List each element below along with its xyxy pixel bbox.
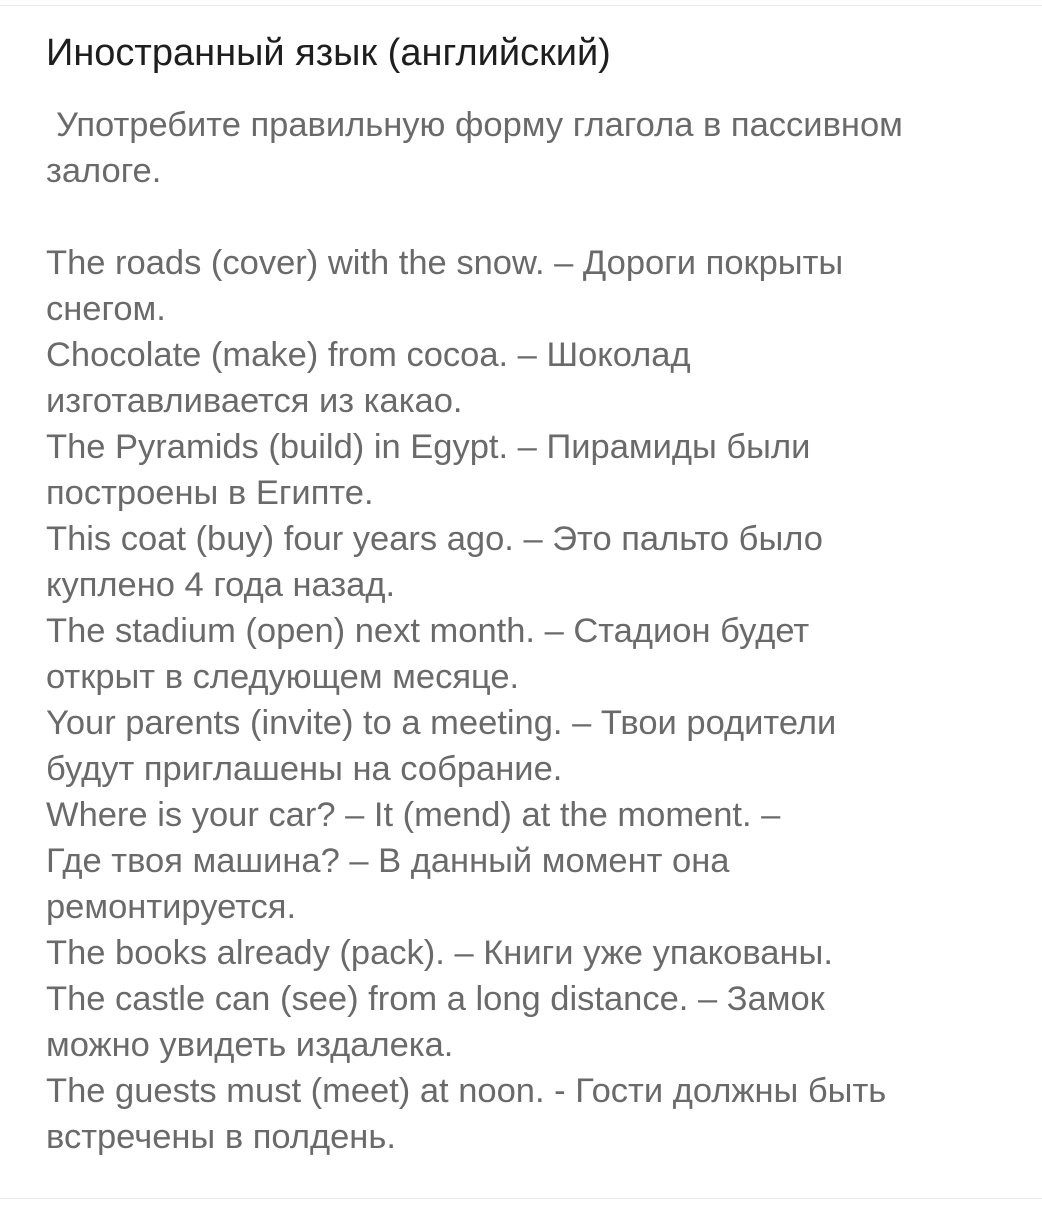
exercise-line: The castle can (see) from a long distance. – Замок (46, 980, 825, 1018)
exercise-line: Your parents (invite) to a meeting. – Твои родители (46, 704, 837, 742)
exercise-line: можно увидеть издалека. (46, 1026, 454, 1064)
subject-title: Иностранный язык (английский) (46, 32, 611, 74)
exercise-line: построены в Египте. (46, 474, 374, 512)
instruction-line: залоге. (46, 152, 162, 190)
exercise-line: ремонтируется. (46, 888, 297, 926)
question-card (0, 5, 1042, 1199)
exercise-line: открыт в следующем месяце. (46, 658, 520, 696)
exercise-line: Where is your car? – It (mend) at the moment. – (46, 796, 781, 834)
exercise-line: This coat (buy) four years ago. – Это пальто было (46, 520, 823, 558)
exercise-line: The Pyramids (build) in Egypt. – Пирамиды были (46, 428, 811, 466)
exercise-line: встречены в полдень. (46, 1118, 396, 1156)
exercise-line: The roads (cover) with the snow. – Дороги покрыты (46, 244, 844, 282)
instruction-line: Употребите правильную форму глагола в пассивном (56, 106, 903, 144)
blank-line (46, 194, 1031, 240)
exercise-line: The books already (pack). – Книги уже упакованы. (46, 934, 833, 972)
exercise-line: снегом. (46, 290, 166, 328)
exercise-line: куплено 4 года назад. (46, 566, 396, 604)
exercise-line: Chocolate (make) from cocoa. – Шоколад (46, 336, 691, 374)
exercise-line: изготавливается из какао. (46, 382, 463, 420)
exercise-line: The stadium (open) next month. – Стадион будет (46, 612, 810, 650)
question-text (46, 102, 1031, 1160)
exercise-line: The guests must (meet) at noon. - Гости должны быть (46, 1072, 887, 1110)
exercise-line: будут приглашены на собрание. (46, 750, 563, 788)
exercise-line: Где твоя машина? – В данный момент она (46, 842, 730, 880)
